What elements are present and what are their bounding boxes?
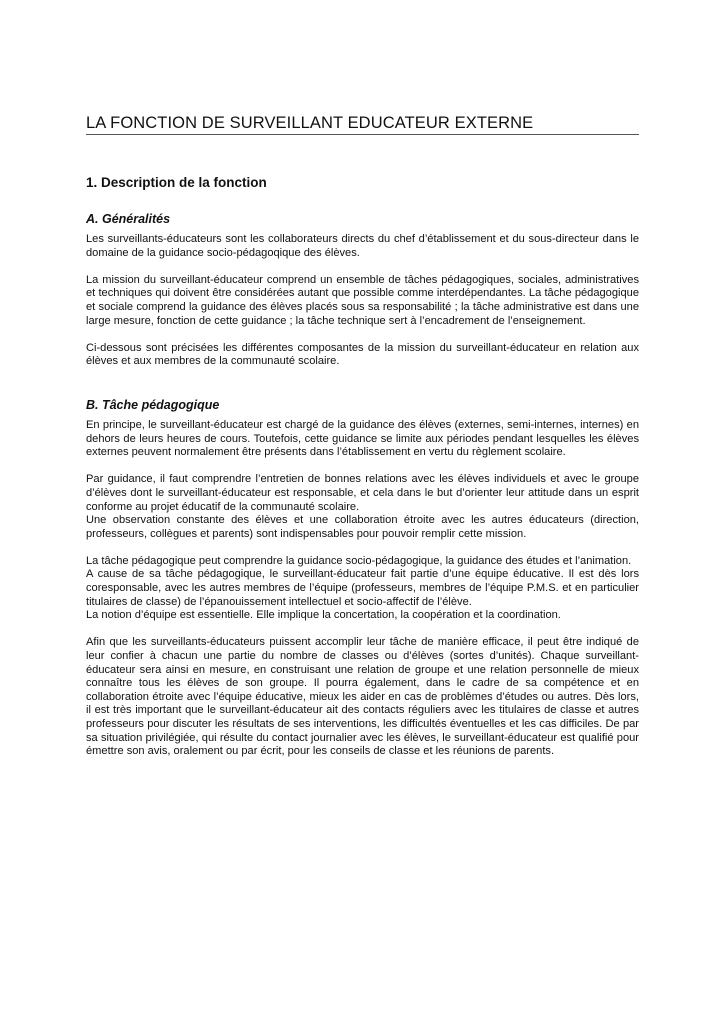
paragraph: Par guidance, il faut comprendre l’entretien de bonnes relations avec les élèves individuels et avec le groupe d’élèves dont le surveillant-éducateur est responsable, et cela dans le but d’orienter leur attitude dans un esprit conforme au projet éducatif de la communauté scolaire. bbox=[86, 473, 639, 513]
document-title: LA FONCTION DE SURVEILLANT EDUCATEUR EXTERNE bbox=[86, 113, 639, 135]
paragraph: Ci-dessous sont précisées les différentes composantes de la mission du surveillant-éducateur en relation aux élèves et aux membres de la communauté scolaire. bbox=[86, 341, 639, 368]
paragraph: La tâche pédagogique peut comprendre la guidance socio-pédagogique, la guidance des études et l’animation. bbox=[86, 554, 632, 567]
paragraph: Les surveillants-éducateurs sont les collaborateurs directs du chef d’établissement et du sous-directeur dans le domaine de la guidance socio-pédagoqique des élèves. bbox=[86, 233, 639, 259]
paragraph: Afin que les surveillants-éducateurs puissent accomplir leur tâche de manière efficace, il peut être indiqué de leur confier à chacun une partie du nombre de classes ou d’élèves (sortes d’unités). Chaque surveillant-éducateur sera ainsi en mesure, en construisant une relation de groupe et une relation personnelle de mieux connaître tous les élèves de son groupe. Il pourra également, dans le cadre de sa compétence et en collaboration étroite avec l’équipe éducative, mieux les aider en cas de problèmes d’études ou autres. Dès lors, il est très important que le surveillant-éducateur ait des contacts réguliers avec les titulaires de classe et autres professeurs pour discuter les résultats de ses interventions, les difficultés éventuelles et les cas difficiles. De par sa situation privilégiée, qui résulte du contact journalier avec les élèves, le surveillant-éducateur est qualifié pour émettre son avis, oralement ou par écrit, pour les conseils de classe et les réunions de parents. bbox=[86, 636, 639, 758]
paragraph: La notion d’équipe est essentielle. Elle implique la concertation, la coopération et la coordination. bbox=[86, 609, 561, 622]
document-page bbox=[86, 113, 639, 759]
paragraph: En principe, le surveillant-éducateur est chargé de la guidance des élèves (externes, semi-internes, internes) en dehors de leurs heures de cours. Toutefois, cette guidance se limite aux périodes pendant lesquelles les élèves externes peuvent normalement être présents dans l’établissement en vertu du règlement scolaire. bbox=[86, 418, 639, 459]
section-heading-description: 1. Description de la fonction bbox=[86, 175, 267, 190]
subsection-heading-tache-pedagogique: B. Tâche pédagogique bbox=[86, 397, 220, 412]
paragraph: Une observation constante des élèves et une collaboration étroite avec les autres éducateurs (direction, professeurs, collègues et parents) sont indispensables pour pouvoir remplir cette mission. bbox=[86, 514, 639, 540]
paragraph: A cause de sa tâche pédagogique, le surveillant-éducateur fait partie d’une équipe éducative. Il est dès lors coresponsable, avec les autres membres de l’équipe (professeurs, membres de l’équipe P.M.S. et en particulier titulaires de classe) de l’épanouissement intellectuel et socio-affectif de l’élève. bbox=[86, 568, 639, 608]
paragraph: La mission du surveillant-éducateur comprend un ensemble de tâches pédagogiques, sociales, administratives et techniques qui doivent être considérées autant que possible comme interdépendantes. La tâche pédagogique et sociale comprend la guidance des élèves placés sous sa responsabilité ; la tâche administrative est dans une large mesure, fonction de cette guidance ; la tâche technique sert à l’encadrement de l’enseignement. bbox=[86, 273, 639, 327]
subsection-heading-generalites: A. Généralités bbox=[86, 212, 171, 226]
